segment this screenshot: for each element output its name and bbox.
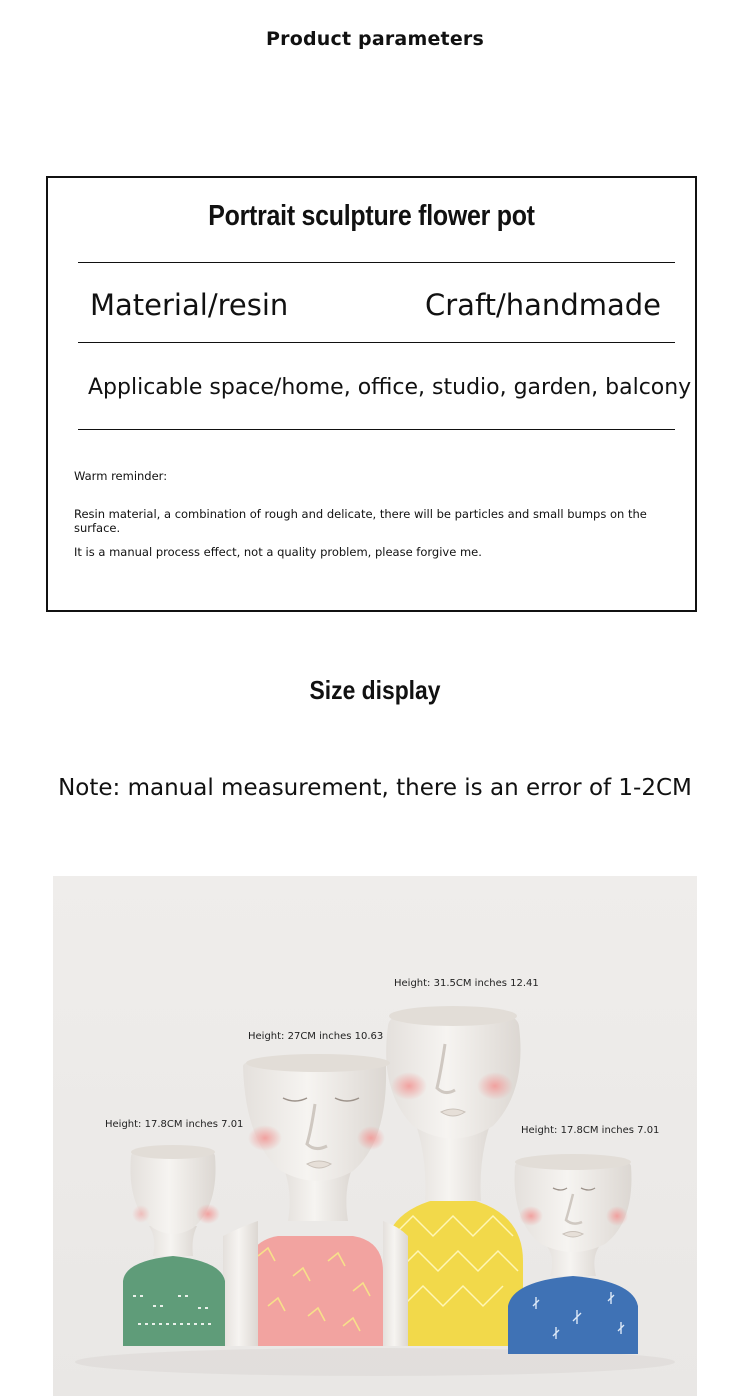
height-label-green-pot: Height: 17.8CM inches 7.01 bbox=[105, 1119, 244, 1130]
divider bbox=[78, 429, 675, 430]
reminder-line-2: It is a manual process effect, not a quality problem, please forgive me. bbox=[74, 545, 482, 559]
section-title-product-parameters: Product parameters bbox=[266, 28, 484, 50]
spec-box bbox=[46, 176, 697, 612]
spec-craft: Craft/handmade bbox=[425, 288, 661, 322]
spec-material: Material/resin bbox=[90, 288, 289, 322]
height-label-pink-pot: Height: 27CM inches 10.63 bbox=[248, 1031, 384, 1042]
spec-title: Portrait sculpture flower pot bbox=[208, 200, 535, 232]
spec-applicable-space: Applicable space/home, office, studio, garden, balcony bbox=[88, 375, 692, 400]
height-label-blue-pot: Height: 17.8CM inches 7.01 bbox=[521, 1125, 660, 1136]
pot-blue bbox=[508, 1154, 638, 1354]
divider bbox=[78, 262, 675, 263]
flower-pots-illustration bbox=[53, 876, 697, 1396]
pot-green bbox=[123, 1145, 225, 1346]
measurement-note: Note: manual measurement, there is an error of 1-2CM bbox=[58, 775, 692, 801]
product-photo bbox=[53, 876, 697, 1396]
pot-pink bbox=[223, 1054, 408, 1346]
reminder-line-1: Resin material, a combination of rough and delicate, there will be particles and small bumps on the surface. bbox=[74, 507, 647, 535]
divider bbox=[78, 342, 675, 343]
reminder-title: Warm reminder: bbox=[74, 469, 168, 483]
height-label-yellow-pot: Height: 31.5CM inches 12.41 bbox=[394, 978, 539, 989]
section-title-size-display: Size display bbox=[309, 675, 441, 705]
